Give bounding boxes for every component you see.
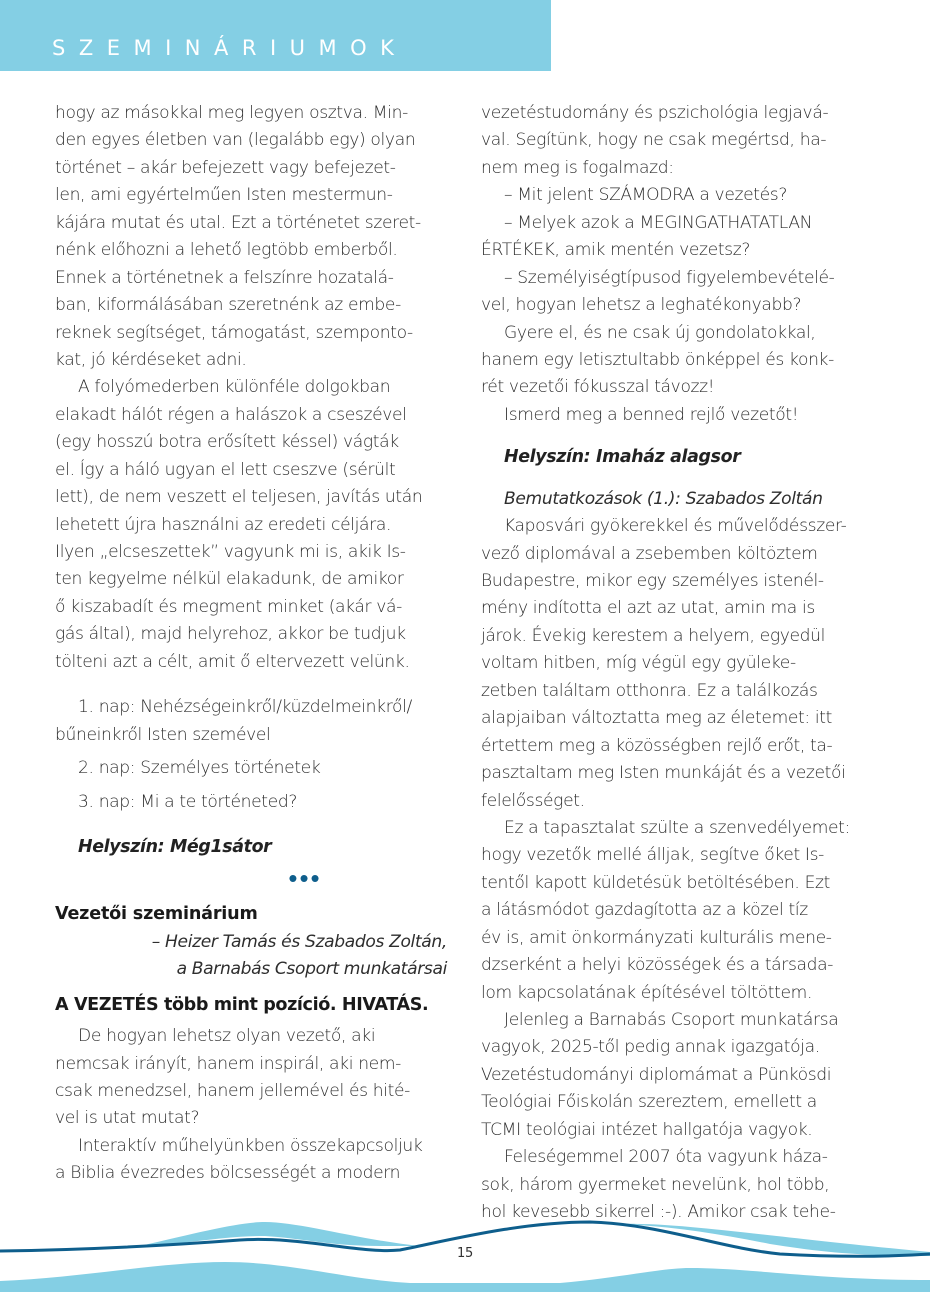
paragraph-bio-2 [481,815,906,1007]
text-line: De hogyan lehetsz olyan vezető, aki [78,1026,376,1047]
text-line: sok, három gyermeket nevelünk, hol több, [481,1174,830,1195]
question-item: – Mit jelent SZÁMODRA a vezetés? [504,185,788,206]
text-line: történet – akár befejezett vagy befejezet- [55,157,396,178]
page-number: 15 [457,1246,473,1261]
text-line: kat, jó kérdéseket adni. [55,349,247,370]
paragraph-continuation [481,100,906,182]
spacer [55,676,455,694]
spacer [55,984,455,992]
text-line: hanem egy letisztultabb önképpel és konk- [481,349,834,370]
text-line: alapjaiban változtatta meg az életemet: itt [481,708,832,729]
seminar-title: Vezetői szeminárium [55,904,258,925]
text-line: nénk előhozni a lehető legtöbb emberből. [55,240,398,261]
text-line: dzserként a helyi közösségek és a társada- [481,955,834,976]
text-line: lehetett újra használni az eredeti céljára. [55,514,392,535]
text-line: Gyere el, és ne csak új gondolatokkal, [504,322,816,343]
text-line: elakadt hálót régen a halászok a cseszével [55,404,407,425]
seminar-authors: – Heizer Tamás és Szabados Zoltán, [151,931,447,952]
text-line: gás által), majd helyrehoz, akkor be tudjuk [55,624,406,645]
text-line: lett), de nem veszett el teljesen, javítás után [55,487,423,508]
location-label: Helyszín: Még1sátor [78,836,272,857]
text-line: ban, kiformálásában szeretnénk az embe- [55,295,401,316]
text-line: a Biblia évezredes bölcsességét a modern [55,1163,401,1184]
location-label: Helyszín: Imaház alagsor [504,447,741,468]
text-line: pasztaltam meg Isten munkáját és a vezetői [481,763,846,784]
question-list [481,182,906,319]
text-line: nemcsak irányít, hanem inspirál, aki nem- [55,1053,401,1074]
text-line: ő kiszabadít és megment minket (akár vá- [55,596,402,617]
day-3-line: 3. nap: Mi a te történeted? [78,791,298,812]
text-line: Interaktív műhelyünkben összekapcsoljuk [78,1135,423,1156]
section-title: SZEMINÁRIUMOK [52,36,408,60]
text-line: val. Segítünk, hogy ne csak megértsd, ha- [481,130,827,151]
text-line: ten kegyelme nélkül elakadunk, de amikor [55,569,404,590]
paragraph-bio-1 [481,513,906,815]
paragraph-story-intro [55,100,455,374]
text-line: len, ami egyértelműen Isten mestermun- [55,185,393,206]
day-schedule [55,694,455,816]
text-line: a látásmódot gazdagította az a közel tíz [481,900,808,921]
text-line: hogy vezetők mellé álljak, segítve őket Is- [481,845,824,866]
spacer [55,816,455,834]
question-item: – Melyek azok a MEGINGATHATATLAN [504,212,813,233]
day-1-line: bűneinkről Isten szemével [55,724,271,745]
paragraph-fishing-net [55,374,455,676]
text-line: A folyómederben különféle dolgokban [78,377,391,398]
text-line: Ilyen „elcseszettek” vagyunk mi is, akik Is- [55,542,406,562]
text-line: Kaposvári gyökerekkel és művelődésszer- [504,516,847,537]
day-1-line: 1. nap: Nehézségeinkről/küzdelmeinkről/ [78,697,412,718]
spacer [481,472,906,486]
question-item: ÉRTÉKEK, amik mentén vezetsz? [481,240,751,261]
text-line: vagyok, 2025-től pedig annak igazgatója. [481,1037,820,1058]
question-item: vel, hogyan lehetsz a leghatékonyabb? [481,295,802,316]
text-line: lom kapcsolatának építésével töltöttem. [481,982,813,1003]
text-line: Teológiai Főiskolán szereztem, emellett a [481,1092,817,1113]
text-line: voltam hitben, míg végül egy gyüleke- [481,653,796,674]
text-line: Jelenleg a Barnabás Csoport munkatársa [504,1010,839,1030]
seminar-authors: a Barnabás Csoport munkatársai [176,959,447,980]
text-line: TCMI teológiai intézet hallgatója vagyok. [481,1119,813,1140]
paragraph-bio-3 [481,1007,906,1144]
seminar-headline: A VEZETÉS több mint pozíció. HIVATÁS. [55,994,429,1015]
paragraph-invite [481,320,906,402]
text-line: Budapestre, mikor egy személyes istenél- [481,571,824,591]
text-line: vel is utat mutat? [55,1108,200,1129]
text-line: értettem meg a közösségben rejlő erőt, ta- [481,735,833,756]
text-line: felelősséget. [481,790,585,811]
paragraph-workshop [55,1133,455,1188]
spacer [55,889,455,901]
text-line: nem meg is fogalmazd: [481,157,674,178]
left-column [55,100,455,1188]
text-line: vezetéstudomány és pszichológia legjavá- [481,103,829,123]
day-2-line: 2. nap: Személyes történetek [78,758,321,779]
wave-light-lower [0,1262,930,1292]
section-header-band [0,0,551,71]
question-item: – Személyiségtípusod figyelembevételé- [504,267,835,288]
text-line: kájára mutat és utal. Ezt a történetet szeret- [55,212,421,233]
text-line: (egy hosszú botra erősített késsel) vágták [55,432,399,453]
text-line: vező diplomával a zsebemben költöztem [481,543,818,564]
text-line: rét vezetői fókusszal távozz! [481,377,715,398]
text-line: év is, amit önkormányzati kulturális mene- [481,927,832,948]
text-line: Ennek a történetnek a felszínre hozatalá- [55,267,394,288]
text-line: hol kevesebb sikerrel :-). Amikor csak tehe- [481,1202,836,1223]
text-line: zetben találtam otthonra. Ez a találkozás [481,680,818,701]
text-line: csak menedzsel, hanem jellemével és hité- [55,1081,410,1101]
text-line: reknek segítséget, támogatást, szemponto- [55,322,413,343]
text-line: Ez a tapasztalat szülte a szenvedélyemet: [504,817,850,838]
text-line: el. Így a háló ugyan el lett cseszve (sérült [55,459,396,480]
closing-line: Ismerd meg a benned rejlő vezetőt! [504,404,799,425]
text-line: tölteni azt a célt, amit ő eltervezett velünk. [55,651,410,672]
text-line: den egyes életben van (legalább egy) olyan [55,130,416,151]
text-line: mény indította el azt az utat, amin ma is [481,598,815,619]
right-column [481,100,906,1227]
text-line: Feleségemmel 2007 óta vagyunk háza- [504,1147,828,1168]
paragraph-leader-question [55,1023,455,1133]
text-line: járok. Évekig kerestem a helyem, egyedül [481,625,826,646]
text-line: Vezetéstudományi diplomámat a Pünkösdi [481,1064,832,1085]
text-line: tentől kapott küldetésük betöltésében. Ezt [481,872,830,893]
wave-light-upper-right [620,1224,930,1256]
wave-light-upper [140,1222,420,1246]
separator-dots: ••• [288,864,322,895]
spacer [481,429,906,444]
text-line: hogy az másokkal meg legyen osztva. Min- [55,103,408,123]
intro-heading: Bemutatkozások (1.): Szabados Zoltán [504,488,823,509]
